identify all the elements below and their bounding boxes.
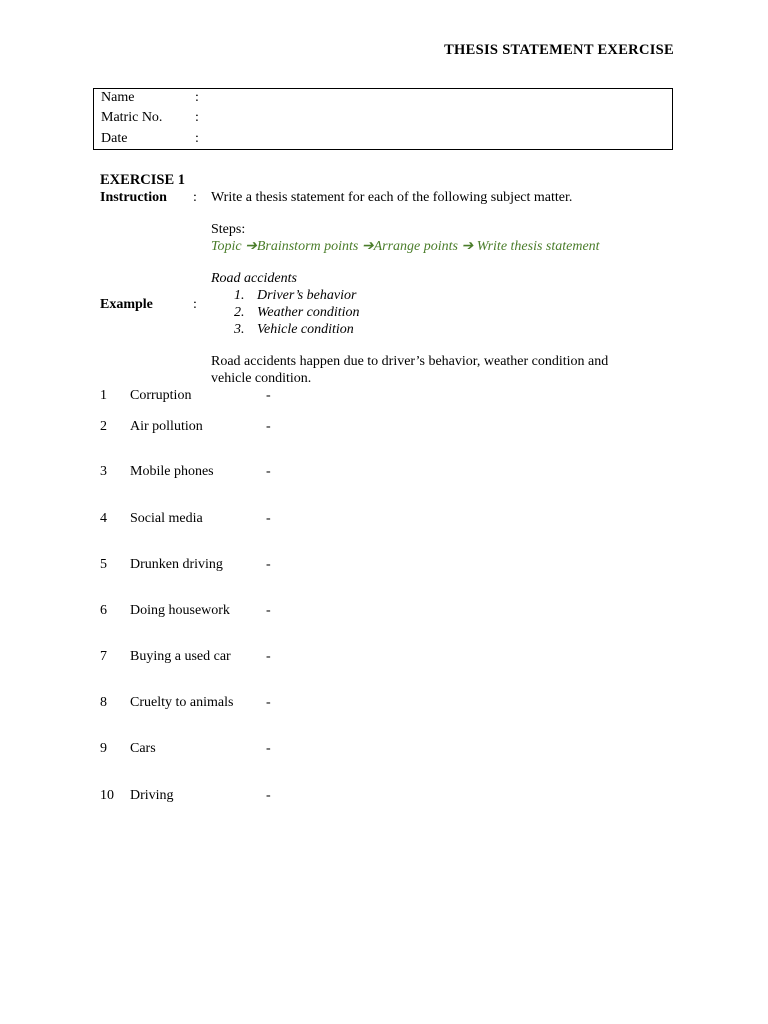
item-subject: Corruption [130,388,192,403]
item-dash: - [266,695,271,710]
item-dash: - [266,557,271,572]
item-number: 10 [100,788,114,803]
item-subject: Cruelty to animals [130,695,234,710]
item-dash: - [266,649,271,664]
item-dash: - [266,419,271,434]
item-subject: Mobile phones [130,464,214,479]
name-label: Name [101,90,135,105]
matric-label: Matric No. [101,110,163,125]
instruction-text: Write a thesis statement for each of the following subject matter. [211,190,573,205]
example-point-num: 2. [234,305,245,320]
instruction-label: Instruction [100,190,167,205]
item-number: 6 [100,603,107,618]
item-subject: Cars [130,741,156,756]
item-number: 1 [100,388,107,403]
item-subject: Driving [130,788,174,803]
item-subject: Doing housework [130,603,230,618]
page-title: THESIS STATEMENT EXERCISE [444,42,674,58]
item-number: 4 [100,511,107,526]
item-number: 8 [100,695,107,710]
list-item [100,603,400,621]
item-number: 5 [100,557,107,572]
list-item [100,741,400,759]
item-subject: Social media [130,511,203,526]
item-dash: - [266,788,271,803]
example-statement-line: Road accidents happen due to driver’s behavior, weather condition and [211,354,609,369]
item-dash: - [266,741,271,756]
example-statement-line: vehicle condition. [211,371,312,386]
example-label: Example [100,297,153,312]
instruction-colon: : [193,190,197,205]
example-point-text: Driver’s behavior [257,288,357,303]
list-item [100,695,400,713]
item-dash: - [266,603,271,618]
item-subject: Air pollution [130,419,203,434]
date-colon: : [195,131,199,146]
exercise-heading: EXERCISE 1 [100,172,186,188]
example-topic: Road accidents [211,271,297,286]
example-point-num: 1. [234,288,245,303]
list-item [100,464,400,482]
list-item [100,388,400,406]
item-dash: - [266,388,271,403]
list-item [100,419,400,437]
steps-text: Topic ➔Brainstorm points ➔Arrange points ➔ Write thesis statement [211,239,600,254]
steps-label: Steps: [211,222,246,237]
item-number: 2 [100,419,107,434]
item-dash: - [266,511,271,526]
item-number: 3 [100,464,107,479]
example-point-num: 3. [234,322,245,337]
item-number: 7 [100,649,107,664]
list-item [100,649,400,667]
list-item [100,511,400,529]
item-dash: - [266,464,271,479]
item-subject: Drunken driving [130,557,223,572]
name-colon: : [195,90,199,105]
example-point-text: Weather condition [257,305,360,320]
item-number: 9 [100,741,107,756]
list-item [100,788,400,806]
list-item [100,557,400,575]
matric-colon: : [195,110,199,125]
example-point-text: Vehicle condition [257,322,354,337]
student-info-box [93,88,673,150]
item-subject: Buying a used car [130,649,231,664]
example-colon: : [193,297,197,312]
date-label: Date [101,131,128,146]
